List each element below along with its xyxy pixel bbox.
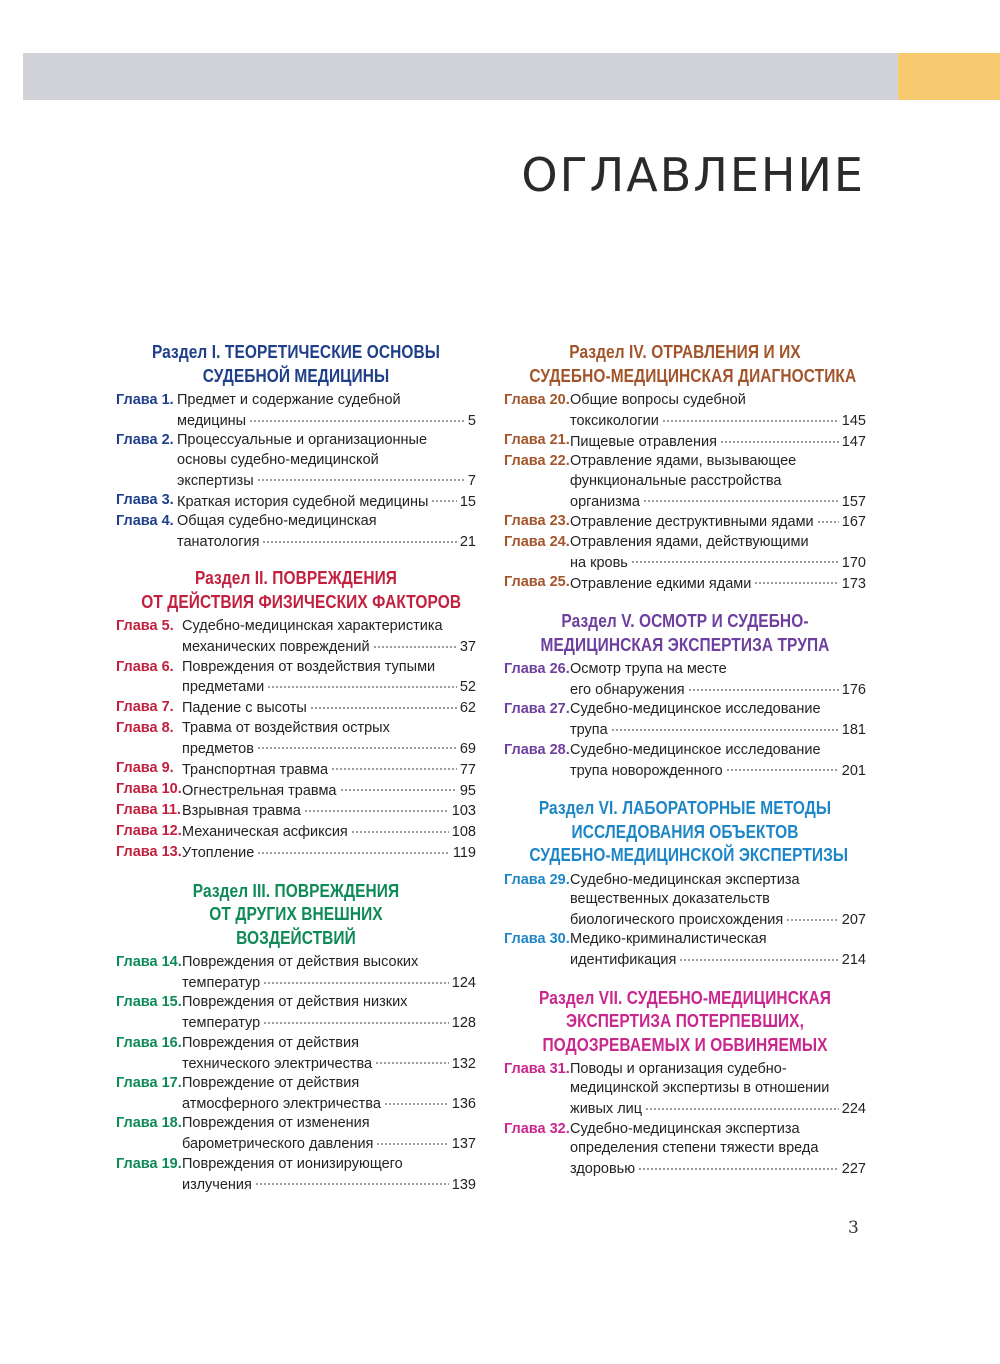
chapter-page-number: 139 xyxy=(451,1176,476,1193)
chapter-page-number: 103 xyxy=(451,803,476,820)
chapter-body xyxy=(570,431,866,452)
chapter-title-line: экспертизы xyxy=(177,472,254,489)
chapter-label: Глава 26. xyxy=(504,661,570,678)
section-6 xyxy=(504,797,866,971)
section-heading-line: Раздел IV. ОТРАВЛЕНИЯ И ИХ xyxy=(569,342,801,362)
toc-entry[interactable] xyxy=(116,801,476,822)
chapter-last-line xyxy=(182,843,476,864)
toc-column-right xyxy=(504,341,866,1179)
chapter-label: Глава 5. xyxy=(116,618,174,635)
chapter-label: Глава 12. xyxy=(116,822,182,839)
dot-leader xyxy=(262,531,456,546)
chapter-title-line: здоровью xyxy=(570,1161,636,1178)
header-accent-block xyxy=(898,53,1000,100)
chapter-title-line: излучения xyxy=(182,1176,252,1193)
chapter-label: Глава 32. xyxy=(504,1120,570,1137)
toc-entry[interactable] xyxy=(116,843,476,864)
dot-leader xyxy=(662,410,839,425)
chapter-label: Глава 9. xyxy=(116,760,174,777)
chapter-body xyxy=(177,431,476,491)
chapter-last-line xyxy=(177,410,476,431)
chapter-title-line: Краткая история судебной медицины xyxy=(177,493,429,510)
header-bar xyxy=(23,53,898,100)
chapter-label: Глава 25. xyxy=(504,574,570,591)
toc-entry[interactable] xyxy=(116,1114,476,1154)
chapter-title-line: Взрывная травма xyxy=(182,803,301,820)
chapter-last-line xyxy=(182,1174,476,1195)
chapter-title-line: трупа новорожденного xyxy=(570,762,723,779)
chapter-label: Глава 10. xyxy=(116,781,182,797)
toc-entry[interactable] xyxy=(504,452,866,512)
dot-leader xyxy=(611,720,839,735)
chapter-page-number: 207 xyxy=(841,911,866,928)
toc-entry[interactable] xyxy=(504,700,866,740)
chapter-title-line: Предмет и содержание судебной xyxy=(177,392,401,408)
chapter-title-line: температур xyxy=(182,975,261,992)
chapter-last-line xyxy=(570,491,866,512)
chapter-label: Глава 3. xyxy=(116,492,174,509)
chapter-title-line: Процессуальные и организационные xyxy=(177,432,428,449)
chapter-label: Глава 15. xyxy=(116,994,182,1011)
section-heading-line: Раздел VII. СУДЕБНО-МЕДИЦИНСКАЯ xyxy=(539,987,831,1008)
chapter-body xyxy=(570,391,866,431)
toc-entry[interactable] xyxy=(504,1120,866,1180)
chapter-title-line: его обнаружения xyxy=(570,681,685,698)
chapter-page-number: 145 xyxy=(841,412,866,429)
chapter-title-line: технического электричества xyxy=(182,1055,373,1072)
dot-leader xyxy=(375,1053,449,1068)
chapter-page-number: 69 xyxy=(459,740,476,757)
chapter-title-line: температур xyxy=(182,1015,261,1032)
dot-leader xyxy=(310,698,457,713)
chapter-last-line xyxy=(182,973,476,994)
chapter-title-line: атмосферного электричества xyxy=(182,1095,381,1112)
chapter-body xyxy=(570,512,866,533)
chapter-label: Глава 21. xyxy=(504,432,570,449)
dot-leader xyxy=(817,512,839,527)
chapter-last-line xyxy=(570,512,866,533)
chapter-page-number: 15 xyxy=(459,493,476,510)
section-heading xyxy=(529,610,840,657)
chapter-last-line xyxy=(570,552,866,573)
chapter-title-line: Повреждение от действия xyxy=(182,1075,360,1092)
chapter-label: Глава 4. xyxy=(116,512,174,529)
chapter-label: Глава 8. xyxy=(116,719,174,736)
chapter-body xyxy=(570,700,866,740)
chapter-body xyxy=(570,533,866,573)
chapter-label: Глава 23. xyxy=(504,512,570,529)
chapter-last-line xyxy=(570,760,866,781)
chapter-title-line: функциональные расстройства xyxy=(570,472,782,489)
toc-entry[interactable] xyxy=(504,533,866,573)
section-1 xyxy=(116,341,476,552)
dot-leader xyxy=(304,801,449,816)
chapter-page-number: 227 xyxy=(841,1161,866,1178)
chapter-last-line xyxy=(182,780,476,801)
chapter-last-line xyxy=(570,950,866,971)
chapter-body xyxy=(570,741,866,781)
dot-leader xyxy=(754,573,838,588)
chapter-last-line xyxy=(182,677,476,698)
chapter-title-line: основы судебно-медицинской xyxy=(177,451,379,468)
chapter-label: Глава 7. xyxy=(116,698,174,715)
section-7 xyxy=(504,987,866,1180)
dot-leader xyxy=(643,491,839,506)
chapter-body xyxy=(177,491,476,512)
toc-entry[interactable] xyxy=(504,512,866,533)
chapter-body xyxy=(177,512,476,552)
toc-entry[interactable] xyxy=(116,993,476,1033)
chapter-label: Глава 29. xyxy=(504,871,570,888)
chapter-page-number: 108 xyxy=(451,824,476,841)
section-5 xyxy=(504,610,866,781)
chapter-title-line: Осмотр трупа на месте xyxy=(570,661,727,678)
toc-entry[interactable] xyxy=(504,391,866,431)
chapter-body xyxy=(182,759,476,780)
dot-leader xyxy=(351,822,449,837)
chapter-label: Глава 24. xyxy=(504,533,570,550)
chapter-body xyxy=(182,780,476,801)
chapter-page-number: 77 xyxy=(459,761,476,778)
chapter-page-number: 167 xyxy=(841,514,866,531)
toc-entry[interactable] xyxy=(116,1074,476,1114)
section-2 xyxy=(116,567,476,863)
chapter-title-line: Повреждения от действия xyxy=(182,1034,359,1051)
dot-leader xyxy=(786,909,839,924)
chapter-body xyxy=(570,573,866,594)
chapter-page-number: 224 xyxy=(841,1101,866,1118)
chapter-title-line: на кровь xyxy=(570,554,628,571)
dot-leader xyxy=(376,1134,448,1149)
chapter-last-line xyxy=(182,738,476,759)
chapter-title-line: Отравление деструктивными ядами xyxy=(570,514,814,531)
section-heading-line: Раздел II. ПОВРЕЖДЕНИЯ xyxy=(194,568,398,589)
section-heading-line: СУДЕБНО-МЕДИЦИНСКАЯ ДИАГНОСТИКА xyxy=(529,365,857,386)
chapter-last-line xyxy=(177,470,476,491)
chapter-body xyxy=(570,660,866,700)
chapter-title-line: Отравление едкими ядами xyxy=(570,575,752,592)
chapter-page-number: 214 xyxy=(841,952,866,969)
chapter-last-line xyxy=(570,1159,866,1180)
chapter-title-line: Судебно-медицинская экспертиза xyxy=(570,871,800,888)
chapter-title-line: Общая судебно-медицинская xyxy=(177,512,377,529)
chapter-last-line xyxy=(182,1013,476,1034)
chapter-last-line xyxy=(570,679,866,700)
toc-entry[interactable] xyxy=(504,660,866,700)
chapter-title-line: Травма от воздействия острых xyxy=(182,719,390,736)
chapter-title-line: медицины xyxy=(177,412,247,429)
dot-leader xyxy=(384,1093,449,1108)
chapter-title-line: Повреждения от действия низких xyxy=(182,994,408,1011)
section-heading xyxy=(529,987,840,1058)
chapter-page-number: 132 xyxy=(451,1055,476,1072)
section-heading xyxy=(141,341,451,388)
chapter-body xyxy=(182,1074,476,1114)
chapter-last-line xyxy=(182,1053,476,1074)
chapter-last-line xyxy=(182,759,476,780)
chapter-body xyxy=(177,391,476,431)
section-heading-line: ВОЗДЕЙСТВИЙ xyxy=(236,927,356,948)
chapter-body xyxy=(182,801,476,822)
page-title: ОГЛАВЛЕНИЕ xyxy=(521,148,865,202)
chapter-title-line: токсикологии xyxy=(570,412,659,429)
chapter-page-number: 128 xyxy=(451,1015,476,1032)
dot-leader xyxy=(688,679,839,694)
chapter-title-line: биологического происхождения xyxy=(570,911,784,928)
chapter-body xyxy=(182,719,476,759)
toc-entry[interactable] xyxy=(116,822,476,843)
chapter-page-number: 119 xyxy=(452,845,476,862)
toc-entry[interactable] xyxy=(504,1060,866,1120)
chapter-label: Глава 2. xyxy=(116,432,174,449)
chapter-last-line xyxy=(570,720,866,741)
chapter-title-line: Судебно-медицинская экспертиза xyxy=(570,1120,800,1137)
chapter-title-line: Механическая асфиксия xyxy=(182,824,348,841)
toc-entry[interactable] xyxy=(504,930,866,970)
chapter-label: Глава 31. xyxy=(504,1061,570,1078)
chapter-body xyxy=(570,871,866,931)
chapter-last-line xyxy=(570,1099,866,1120)
chapter-label: Глава 6. xyxy=(116,658,174,675)
toc-entry[interactable] xyxy=(116,491,476,512)
chapter-title-line: Медико-криминалистическая xyxy=(570,931,767,948)
dot-leader xyxy=(726,760,839,775)
dot-leader xyxy=(720,431,839,446)
chapter-title-line: Повреждения от действия высоких xyxy=(182,954,419,971)
chapter-last-line xyxy=(182,698,476,719)
chapter-title-line: Судебно-медицинское исследование xyxy=(570,701,821,718)
chapter-body xyxy=(182,1155,476,1195)
section-heading xyxy=(141,880,451,951)
toc-entry[interactable] xyxy=(116,953,476,993)
chapter-body xyxy=(182,698,476,719)
chapter-title-line: Падение с высоты xyxy=(182,700,307,717)
section-3 xyxy=(116,880,476,1195)
toc-entry[interactable] xyxy=(504,871,866,931)
chapter-title-line: Повреждения от воздействия тупыми xyxy=(182,658,436,675)
section-heading-line: ЭКСПЕРТИЗА ПОТЕРПЕВШИХ, xyxy=(566,1011,804,1032)
chapter-body xyxy=(182,993,476,1033)
chapter-body xyxy=(570,1060,866,1120)
chapter-label: Глава 27. xyxy=(504,701,570,718)
chapter-page-number: 157 xyxy=(841,493,866,510)
chapter-page-number: 201 xyxy=(841,762,866,779)
chapter-title-line: определения степени тяжести вреда xyxy=(570,1140,819,1157)
chapter-title-line: танатология xyxy=(177,533,260,550)
dot-leader xyxy=(267,677,457,692)
chapter-page-number: 7 xyxy=(467,472,476,489)
chapter-title-line: Пищевые отравления xyxy=(570,433,717,450)
chapter-body xyxy=(182,1034,476,1074)
section-heading xyxy=(141,567,462,614)
chapter-label: Глава 28. xyxy=(504,741,570,758)
chapter-label: Глава 13. xyxy=(116,843,182,860)
dot-leader xyxy=(638,1159,839,1174)
chapter-body xyxy=(570,1120,866,1180)
chapter-title-line: Поводы и организация судебно- xyxy=(570,1061,787,1078)
chapter-last-line xyxy=(182,1134,476,1155)
dot-leader xyxy=(431,491,456,506)
section-heading-line: ОТ ДРУГИХ ВНЕШНИХ xyxy=(209,904,383,925)
section-heading-line: Раздел III. ПОВРЕЖДЕНИЯ xyxy=(192,880,400,901)
dot-leader xyxy=(257,738,457,753)
chapter-title-line: трупа xyxy=(570,722,608,739)
chapter-title-line: Отравления ядами, действующими xyxy=(570,533,809,550)
chapter-title-line: Утопление xyxy=(182,845,255,862)
chapter-page-number: 21 xyxy=(459,533,476,550)
section-heading-line: СУДЕБНОЙ МЕДИЦИНЫ xyxy=(202,365,390,386)
toc-entry[interactable] xyxy=(116,780,476,801)
dot-leader xyxy=(257,843,450,858)
chapter-title-line: предметами xyxy=(182,679,265,696)
section-heading xyxy=(529,341,857,388)
chapter-label: Глава 14. xyxy=(116,954,182,971)
dot-leader xyxy=(331,759,457,774)
dot-leader xyxy=(631,552,839,567)
chapter-last-line xyxy=(177,531,476,552)
section-heading-line: ОТ ДЕЙСТВИЯ ФИЗИЧЕСКИХ ФАКТОРОВ xyxy=(141,591,462,612)
chapter-title-line: медицинской экспертизы в отношении xyxy=(570,1080,830,1097)
chapter-body xyxy=(570,930,866,970)
chapter-title-line: организма xyxy=(570,493,640,510)
section-heading-line: МЕДИЦИНСКАЯ ЭКСПЕРТИЗА ТРУПА xyxy=(540,634,830,655)
chapter-body xyxy=(570,452,866,512)
chapter-page-number: 5 xyxy=(467,412,476,429)
toc-entry[interactable] xyxy=(116,658,476,698)
chapter-body xyxy=(182,953,476,993)
toc-entry[interactable] xyxy=(116,698,476,719)
chapter-body xyxy=(182,617,476,657)
chapter-page-number: 62 xyxy=(459,700,476,717)
chapter-label: Глава 19. xyxy=(116,1155,182,1172)
chapter-title-line: Отравление ядами, вызывающее xyxy=(570,453,797,470)
chapter-label: Глава 18. xyxy=(116,1115,182,1132)
toc-entry[interactable] xyxy=(116,1034,476,1074)
chapter-label: Глава 1. xyxy=(116,392,174,408)
page-number: 3 xyxy=(848,1218,859,1238)
chapter-title-line: Повреждения от изменения xyxy=(182,1115,370,1132)
toc-entry[interactable] xyxy=(116,1155,476,1195)
chapter-title-line: Транспортная травма xyxy=(182,761,329,778)
chapter-page-number: 52 xyxy=(459,679,476,696)
toc-entry[interactable] xyxy=(116,719,476,759)
chapter-page-number: 37 xyxy=(459,639,476,656)
chapter-page-number: 181 xyxy=(841,722,866,739)
section-4 xyxy=(504,341,866,594)
section-heading-line: СУДЕБНО-МЕДИЦИНСКОЙ ЭКСПЕРТИЗЫ xyxy=(529,845,849,865)
dot-leader xyxy=(645,1099,839,1114)
chapter-page-number: 136 xyxy=(451,1095,476,1112)
chapter-label: Глава 22. xyxy=(504,453,570,470)
dot-leader xyxy=(679,950,838,965)
chapter-last-line xyxy=(570,410,866,431)
chapter-last-line xyxy=(182,801,476,822)
chapter-title-line: Общие вопросы судебной xyxy=(570,392,746,408)
chapter-last-line xyxy=(570,909,866,930)
dot-leader xyxy=(263,973,449,988)
chapter-page-number: 137 xyxy=(451,1136,476,1153)
chapter-body xyxy=(182,843,476,864)
chapter-label: Глава 11. xyxy=(116,801,181,818)
chapter-page-number: 170 xyxy=(841,554,866,571)
section-heading-line: ИССЛЕДОВАНИЯ ОБЪЕКТОВ xyxy=(571,821,799,842)
section-heading-line: ПОДОЗРЕВАЕМЫХ И ОБВИНЯЕМЫХ xyxy=(542,1034,828,1055)
toc-entry[interactable] xyxy=(504,741,866,781)
chapter-title-line: Судебно-медицинское исследование xyxy=(570,741,821,758)
chapter-title-line: Повреждения от ионизирующего xyxy=(182,1155,403,1172)
toc-entry[interactable] xyxy=(116,617,476,657)
toc-entry[interactable] xyxy=(504,573,866,594)
chapter-title-line: идентификация xyxy=(570,952,677,969)
dot-leader xyxy=(263,1013,449,1028)
chapter-body xyxy=(182,822,476,843)
chapter-last-line xyxy=(570,431,866,452)
dot-leader xyxy=(257,470,465,485)
dot-leader xyxy=(340,780,457,795)
chapter-last-line xyxy=(570,573,866,594)
dot-leader xyxy=(373,637,457,652)
toc-entry[interactable] xyxy=(504,431,866,452)
section-heading-line: Раздел I. ТЕОРЕТИЧЕСКИЕ ОСНОВЫ xyxy=(151,342,441,362)
section-heading-line: Раздел VI. ЛАБОРАТОРНЫЕ МЕТОДЫ xyxy=(538,798,832,818)
chapter-page-number: 124 xyxy=(451,975,476,992)
toc-entry[interactable] xyxy=(116,431,476,491)
dot-leader xyxy=(249,410,465,425)
toc-entry[interactable] xyxy=(116,391,476,431)
chapter-title-line: вещественных доказательств xyxy=(570,890,770,907)
chapter-body xyxy=(182,1114,476,1154)
chapter-title-line: Судебно-медицинская характеристика xyxy=(182,618,443,635)
toc-column-left xyxy=(116,341,476,1195)
chapter-label: Глава 20. xyxy=(504,392,570,408)
chapter-page-number: 173 xyxy=(841,575,866,592)
chapter-title-line: механических повреждений xyxy=(182,639,370,656)
chapter-label: Глава 16. xyxy=(116,1034,182,1051)
chapter-page-number: 147 xyxy=(841,433,866,450)
chapter-title-line: барометрического давления xyxy=(182,1136,374,1153)
chapter-last-line xyxy=(182,637,476,658)
section-heading-line: Раздел V. ОСМОТР И СУДЕБНО- xyxy=(561,611,809,632)
toc-entry[interactable] xyxy=(116,759,476,780)
chapter-page-number: 176 xyxy=(841,681,866,698)
chapter-last-line xyxy=(182,822,476,843)
chapter-last-line xyxy=(182,1093,476,1114)
chapter-label: Глава 30. xyxy=(504,931,570,948)
chapter-title-line: живых лиц xyxy=(570,1101,643,1118)
chapter-body xyxy=(182,658,476,698)
dot-leader xyxy=(255,1174,449,1189)
section-heading xyxy=(529,797,849,868)
toc-entry[interactable] xyxy=(116,512,476,552)
chapter-page-number: 95 xyxy=(459,782,476,799)
chapter-label: Глава 17. xyxy=(116,1075,182,1092)
chapter-last-line xyxy=(177,491,476,512)
chapter-title-line: предметов xyxy=(182,740,254,757)
chapter-title-line: Огнестрельная травма xyxy=(182,782,337,799)
